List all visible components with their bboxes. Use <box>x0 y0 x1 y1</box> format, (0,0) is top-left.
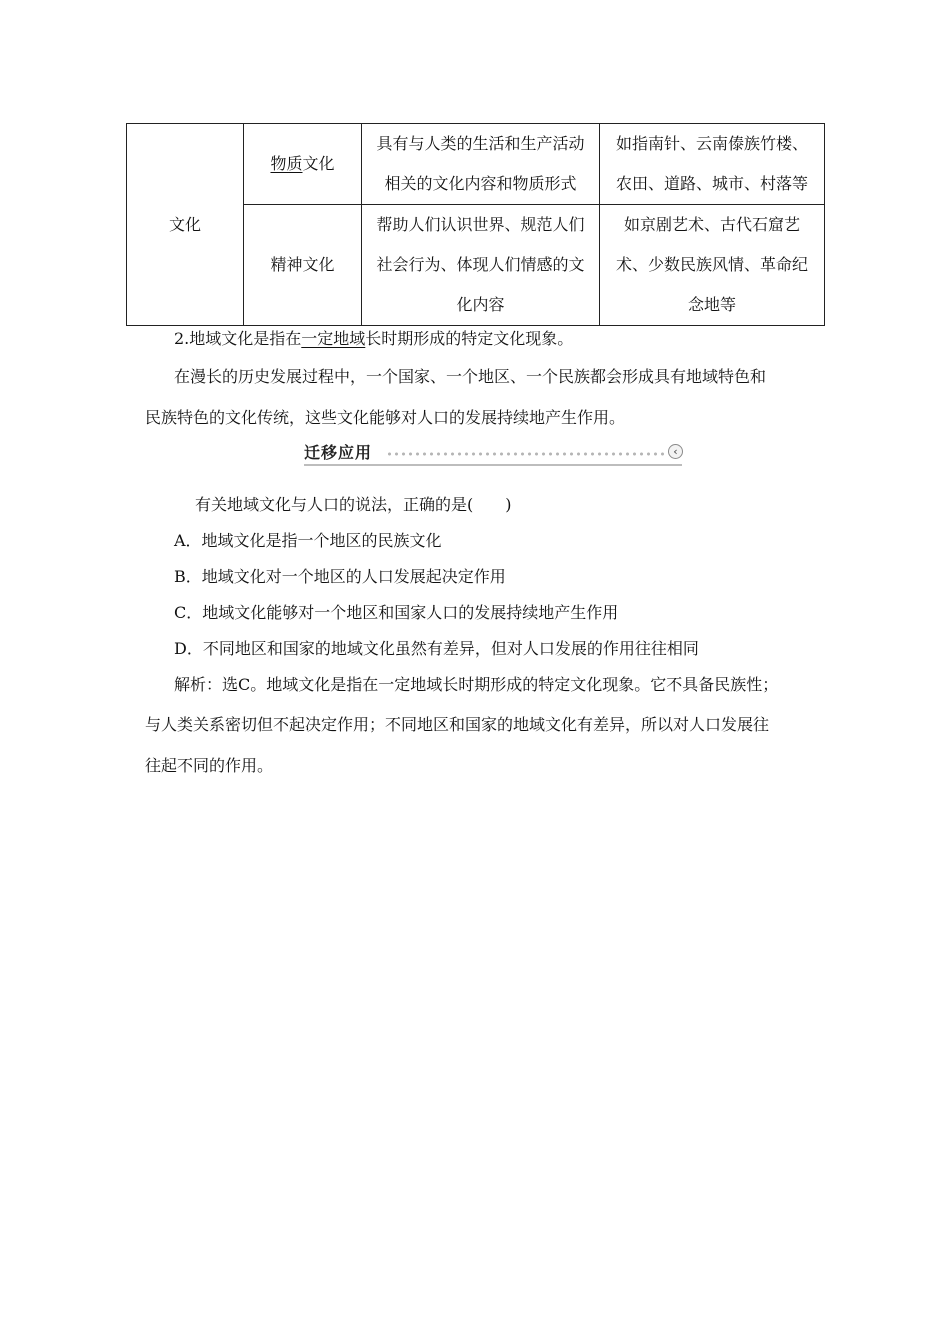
option-b: B．地域文化对一个地区的人口发展起决定作用 <box>174 567 506 586</box>
category-label: 文化 <box>168 214 201 234</box>
type-cell <box>244 205 362 326</box>
point-2-prefix: 2.地域文化是指在 <box>174 329 302 348</box>
point-2-text <box>174 326 573 349</box>
category-cell <box>127 124 244 326</box>
type-text: 精神文化 <box>270 255 335 274</box>
example-line: 农田、道路、城市、村落等 <box>615 174 808 193</box>
analysis-line: 往起不同的作用。 <box>145 756 274 775</box>
type-text: 文化 <box>302 154 335 173</box>
question-stem: 有关地域文化与人口的说法，正确的是( ) <box>195 495 512 514</box>
analysis-line: 解析：选C。地域文化是指在一定地域长时期形成的特定文化现象。它不具备民族性； <box>174 675 779 694</box>
definition-line: 化内容 <box>456 295 505 314</box>
table-row <box>127 124 825 205</box>
chevron-left-icon: ‹ <box>668 444 683 459</box>
point-2-underlined: 一定地域 <box>301 329 366 348</box>
definition-line: 帮助人们认识世界、规范人们 <box>376 215 585 234</box>
type-cell <box>244 124 362 205</box>
option-a: A．地域文化是指一个地区的民族文化 <box>174 531 442 550</box>
definition-cell <box>362 205 600 326</box>
definition-cell <box>362 124 600 205</box>
type-underlined-text: 物质 <box>270 154 303 173</box>
definition-line: 相关的文化内容和物质形式 <box>384 174 577 193</box>
example-line: 如京剧艺术、古代石窟艺 <box>623 215 800 234</box>
example-cell <box>600 124 825 205</box>
example-line: 念地等 <box>687 295 736 314</box>
section-title: 迁移应用 <box>304 443 373 462</box>
definition-line: 社会行为、体现人们情感的文 <box>376 255 585 274</box>
example-line: 如指南针、云南傣族竹楼、 <box>615 134 808 153</box>
point-2-suffix: 长时期形成的特定文化现象。 <box>365 329 574 348</box>
banner-divider <box>304 464 682 466</box>
analysis-line: 与人类关系密切但不起决定作用；不同地区和国家的地域文化有差异，所以对人口发展往 <box>145 715 770 734</box>
example-line: 术、少数民族风情、革命纪 <box>615 255 808 274</box>
paragraph-line: 在漫长的历史发展过程中，一个国家、一个地区、一个民族都会形成具有地域特色和 <box>174 367 767 386</box>
example-cell <box>600 205 825 326</box>
section-banner <box>304 440 684 466</box>
culture-table <box>126 123 825 326</box>
banner-dots <box>386 452 664 456</box>
paragraph-line: 民族特色的文化传统，这些文化能够对人口的发展持续地产生作用。 <box>145 408 626 427</box>
definition-line: 具有与人类的生活和生产活动 <box>376 134 585 153</box>
option-c: C．地域文化能够对一个地区和国家人口的发展持续地产生作用 <box>174 603 619 622</box>
option-d: D．不同地区和国家的地域文化虽然有差异，但对人口发展的作用往往相同 <box>174 639 699 658</box>
